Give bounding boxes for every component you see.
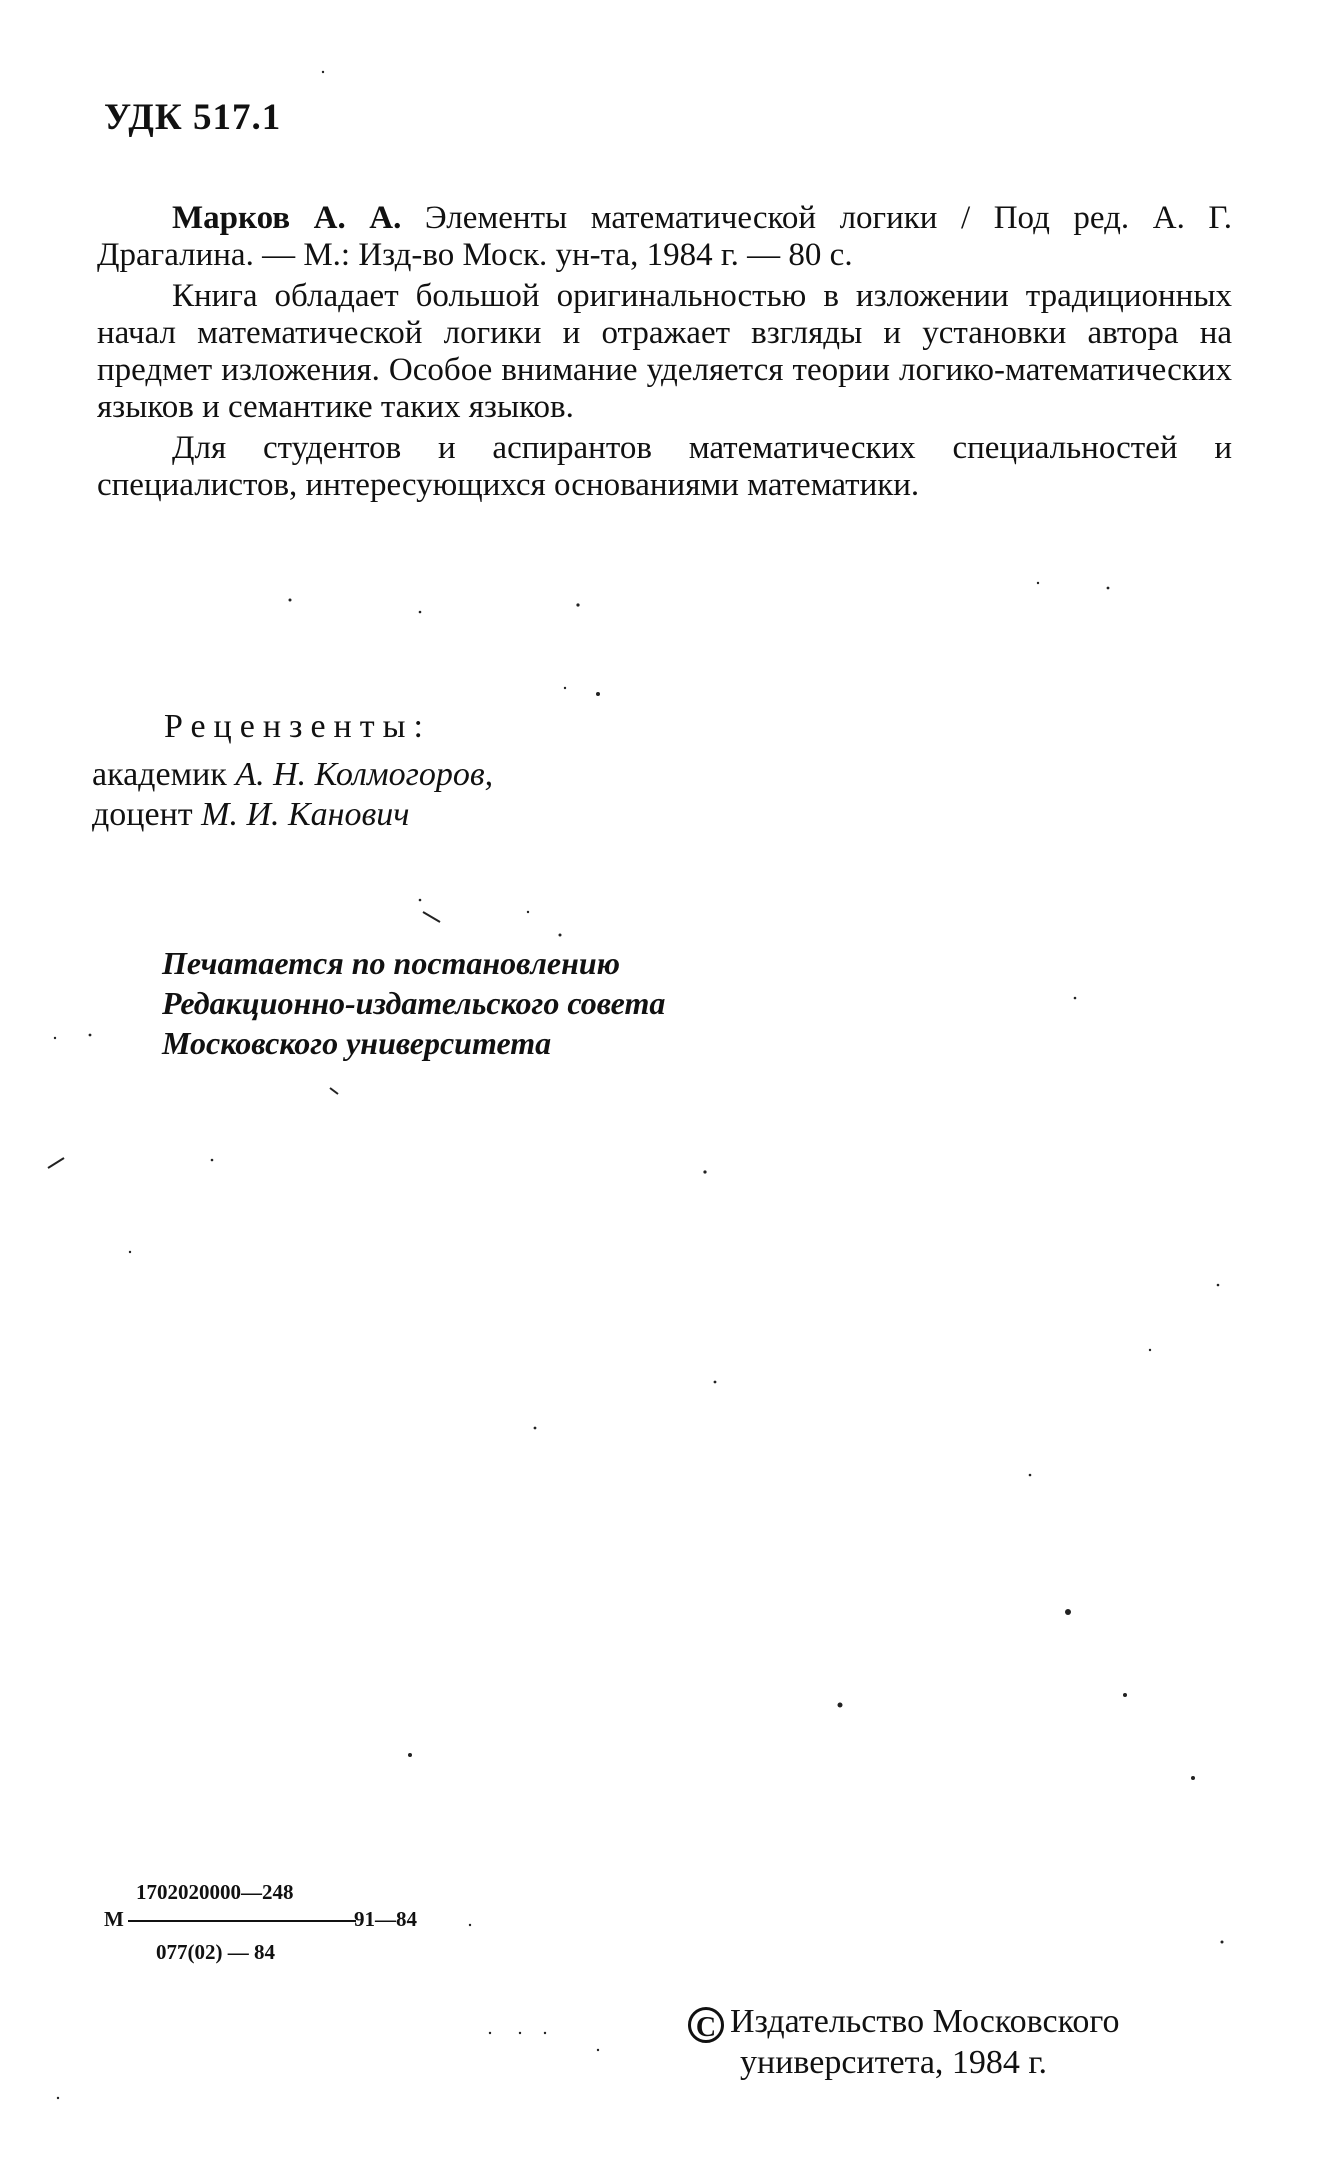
reviewer-role: доцент <box>92 796 193 833</box>
copyright-line: университета, 1984 г. <box>740 2044 1048 2081</box>
catalog-code-letter: М <box>104 1907 124 1931</box>
reviewer-item <box>92 755 493 795</box>
reviewer-role: академик <box>92 756 227 793</box>
author-name: Марков А. А. <box>172 200 402 236</box>
annotation-block <box>97 200 1232 508</box>
catalog-code-suffix: 91—84 <box>354 1907 417 1931</box>
bibliographic-record <box>97 200 1232 274</box>
target-audience: Для студентов и аспирантов математических специальностей и специалистов, интересующихся основаниями математики. <box>97 430 1232 503</box>
udk-code: УДК 517.1 <box>104 97 282 138</box>
publication-approval <box>162 943 665 1063</box>
approval-line: Редакционно-издательского совета <box>162 985 666 1021</box>
catalog-code-bottom: 077(02) — 84 <box>156 1940 275 1964</box>
reviewer-item <box>92 795 493 835</box>
copyright-line: Издательство Московского <box>730 2003 1120 2040</box>
reviewer-name: М. И. Канович <box>201 796 410 833</box>
reviewers-heading: Рецензенты: <box>164 708 431 745</box>
catalog-code-row <box>104 1907 444 1937</box>
catalog-code-top: 1702020000—248 <box>136 1880 294 1904</box>
catalog-code-fraction-line <box>128 1920 356 1922</box>
copyright-notice <box>688 2002 1120 2083</box>
reviewers-block <box>92 707 493 835</box>
approval-line: Московского университета <box>162 1025 552 1061</box>
reviewer-name: А. Н. Колмогоров, <box>235 756 494 793</box>
copyright-icon: C <box>688 2007 724 2043</box>
approval-line: Печатается по постановлению <box>162 945 621 981</box>
bibliographic-details: Элементы математической логики / Под ред. А. Г. Драгалина. — М.: Изд-во Моск. ун-та, 1984 г. — 80 с. <box>97 200 1232 273</box>
book-description: Книга обладает большой оригинальностью в изложении традиционных начал математической логики и отражает взгляды и установки автора на предмет изложения. Особое внимание уделяется теории логико-математических языков и семантике таких языков. <box>97 278 1232 425</box>
